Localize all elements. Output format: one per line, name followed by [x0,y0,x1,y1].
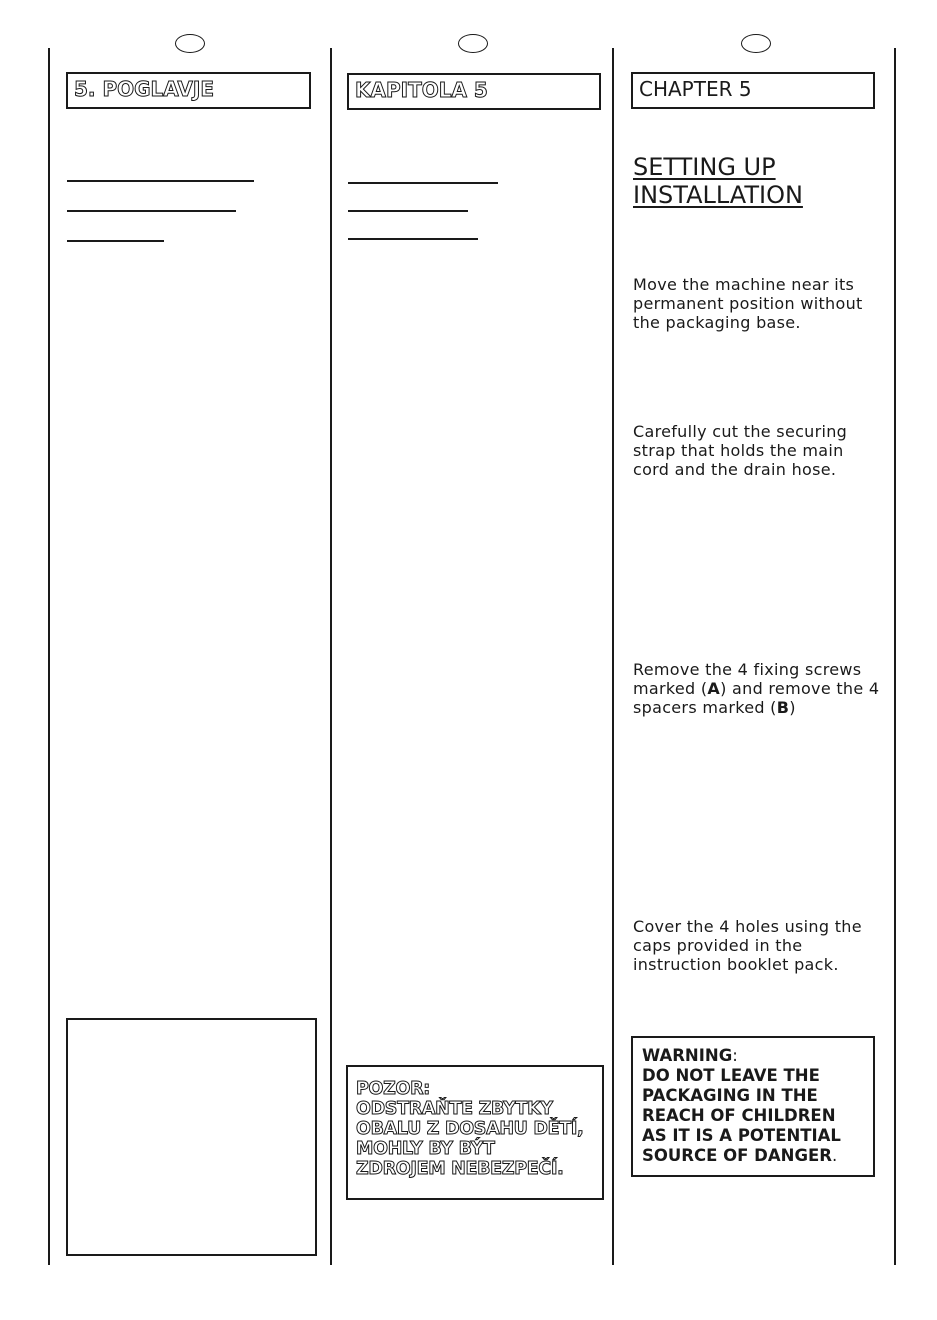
step-cut-strap: Carefully cut the securing strap that holds the main cord and the drain hose. [633,422,848,479]
warning-line-middle: ZDROJEM NEBEZPEČÍ. [356,1159,564,1179]
section-heading-line2: INSTALLATION [633,181,803,209]
chapter-title-box-middle [347,73,601,110]
label-b: B [776,698,790,717]
heading-underline-left-1 [67,180,254,182]
step3-text-3: ) [789,698,796,717]
chapter-title-box-right [631,72,875,109]
warning-text-middle [356,1079,583,1179]
column-divider-left [48,48,50,1265]
warning-title-right: WARNING [642,1046,733,1065]
step-move-machine: Move the machine near its permanent position without the packaging base. [633,275,863,332]
column-divider-2 [612,48,614,1265]
warning-box-right [631,1036,875,1177]
warning-period: . [831,1146,838,1165]
column-divider-right [894,48,896,1265]
step-cover-holes: Cover the 4 holes using the caps provided in the instruction booklet pack. [633,917,862,974]
heading-underline-left-2 [67,210,236,212]
warning-line-right: PACKAGING IN THE [642,1086,818,1105]
warning-line-right: AS IT IS A POTENTIAL [642,1126,841,1145]
heading-underline-middle-1 [348,182,498,184]
chapter-title-middle: KAPITOLA 5 [355,78,488,102]
warning-box-left [66,1018,317,1256]
warning-line-middle: MOHLY BY BÝT [356,1139,495,1159]
heading-underline-middle-2 [348,210,468,212]
section-heading-line1: SETTING UP [633,153,776,181]
warning-line-middle: OBALU Z DOSAHU DĚTÍ, [356,1119,584,1139]
step3-text-2: ) and remove the 4 spacers marked ( [633,679,880,717]
warning-colon: : [732,1046,738,1065]
heading-underline-left-3 [67,240,164,242]
chapter-title-left: 5. POGLAVJE [74,77,214,101]
language-marker-cz [458,34,488,53]
language-marker-si [175,34,205,53]
step3-text-1: Remove the 4 fixing screws marked ( [633,660,862,698]
language-marker-gb [741,34,771,53]
label-a: A [707,679,721,698]
warning-box-middle [346,1065,604,1200]
column-divider-1 [330,48,332,1265]
heading-underline-middle-3 [348,238,478,240]
warning-line-middle: ODSTRAŇTE ZBYTKY [356,1099,553,1119]
chapter-title-right: CHAPTER 5 [639,77,752,101]
step-remove-screws [633,660,885,717]
warning-last-line-right: SOURCE OF DANGER [642,1146,832,1165]
warning-line-right: DO NOT LEAVE THE [642,1066,820,1085]
warning-title-middle: POZOR: [356,1079,430,1099]
warning-line-right: REACH OF CHILDREN [642,1106,836,1125]
chapter-title-box-left [66,72,311,109]
warning-text-right [642,1046,841,1166]
